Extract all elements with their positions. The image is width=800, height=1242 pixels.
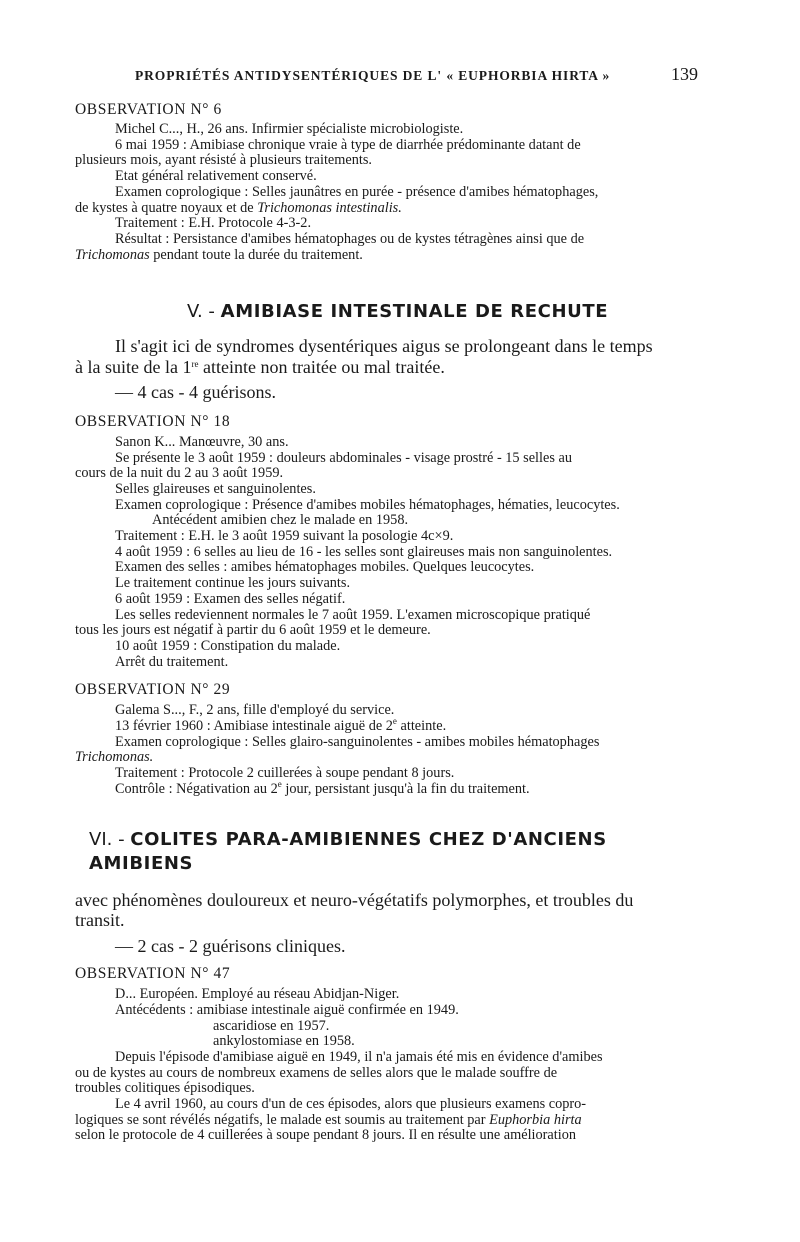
section-number: VI. -	[89, 828, 125, 850]
text-line	[75, 248, 700, 264]
observation-6	[75, 100, 700, 263]
text-line	[75, 201, 700, 217]
text-line: Traitement : E.H. le 3 août 1959 suivant la posologie 4c×9.	[115, 528, 454, 545]
section-title	[75, 828, 700, 876]
text-line: Examen coprologique : Présence d'amibes mobiles hématophages, hématies, leucocytes.	[115, 496, 620, 513]
section-6	[75, 828, 700, 957]
text-line: ascaridiose en 1957.	[213, 1017, 330, 1034]
text-line: ankylostomiase en 1958.	[213, 1033, 355, 1050]
text-line: Le 4 avril 1960, au cours d'un de ces épisodes, alors que plusieurs examens copro-	[115, 1096, 587, 1113]
text-line: 10 août 1959 : Constipation du malade.	[115, 637, 341, 654]
text-line: ou de kystes au cours de nombreux examens de selles alors que le malade souffre de	[75, 1064, 558, 1081]
text-line	[75, 716, 700, 735]
section-title	[75, 300, 700, 324]
text-line: plusieurs mois, ayant résisté à plusieurs traitements.	[75, 152, 372, 169]
section-name: AMIBIASE INTESTINALE DE RECHUTE	[220, 301, 609, 323]
running-header	[75, 62, 700, 96]
running-title: PROPRIÉTÉS ANTIDYSENTÉRIQUES DE L' « EUPHORBIA HIRTA »	[135, 68, 611, 83]
observation-heading: OBSERVATION N° 6	[75, 101, 222, 118]
italic-term: Trichomonas	[75, 246, 150, 263]
observation-18	[75, 412, 700, 671]
text-line: Sanon K... Manœuvre, 30 ans.	[115, 433, 289, 450]
text-line: Examen coprologique : Selles glairo-sanguinolentes - amibes mobiles hématophages	[115, 733, 600, 750]
text-line: Antécédents : amibiase intestinale aiguë confirmée en 1949.	[115, 1001, 459, 1018]
superscript: e	[277, 778, 282, 789]
text-span: 13 février 1960 : Amibiase intestinale aiguë de 2	[115, 718, 393, 735]
text-line: troubles colitiques épisodiques.	[75, 1080, 255, 1097]
text-line: Le traitement continue les jours suivants.	[115, 575, 351, 592]
text-line: D... Européen. Employé au réseau Abidjan-Niger.	[115, 986, 400, 1003]
text-line: Depuis l'épisode d'amibiase aiguë en 1949, il n'a jamais été mis en évidence d'amibes	[115, 1048, 603, 1065]
text-line: Galema S..., F., 2 ans, fille d'employé du service.	[115, 702, 395, 719]
text-line: tous les jours est négatif à partir du 6 août 1959 et le demeure.	[75, 622, 431, 639]
observation-29	[75, 680, 700, 797]
text-line: 6 août 1959 : Examen des selles négatif.	[115, 590, 346, 607]
text-line: 6 mai 1959 : Amibiase chronique vraie à type de diarrhée prédominante datant de	[115, 136, 581, 153]
text-line: 4 août 1959 : 6 selles au lieu de 16 - les selles sont glaireuses mais non sanguinolentes.	[115, 543, 613, 560]
case-summary: — 4 cas - 4 guérisons.	[115, 382, 276, 403]
text-span: à la suite de la 1	[75, 356, 192, 377]
text-span: de kystes à quatre noyaux et de	[75, 199, 258, 216]
text-line: Antécédent amibien chez le malade en 1958.	[152, 512, 409, 529]
text-line	[75, 1113, 700, 1129]
page-number: 139	[671, 64, 698, 84]
italic-term: Trichomonas.	[75, 749, 154, 766]
text-line: Etat général relativement conservé.	[115, 168, 317, 185]
intro-line: transit.	[75, 910, 125, 931]
text-line: Examen coprologique : Selles jaunâtres en purée - présence d'amibes hématophages,	[115, 183, 599, 200]
superscript: e	[392, 716, 397, 727]
italic-term: Euphorbia hirta	[489, 1111, 582, 1128]
text-line: cours de la nuit du 2 au 3 août 1959.	[75, 465, 284, 482]
text-line: Résultat : Persistance d'amibes hématophages ou de kystes tétragènes ainsi que de	[115, 230, 585, 247]
text-line: Arrêt du traitement.	[115, 653, 229, 670]
text-span: jour, persistant jusqu'à la fin du traitement.	[281, 780, 530, 797]
text-span: atteinte.	[396, 718, 447, 735]
text-line	[75, 750, 700, 766]
text-line	[75, 778, 700, 798]
text-line: Traitement : E.H. Protocole 4-3-2.	[115, 215, 312, 232]
case-summary: — 2 cas - 2 guérisons cliniques.	[115, 935, 346, 956]
italic-term: Trichomonas intestinalis.	[257, 199, 402, 216]
observation-heading: OBSERVATION N° 47	[75, 965, 231, 983]
text-span: atteinte non traitée ou mal traitée.	[198, 356, 445, 377]
text-line: Examen des selles : amibes hématophages mobiles. Quelques leucocytes.	[115, 559, 535, 576]
intro-line	[75, 357, 700, 378]
text-line: Se présente le 3 août 1959 : douleurs abdominales - visage prostré - 15 selles au	[115, 449, 572, 466]
text-line: selon le protocole de 4 cuillerées à soupe pendant 8 jours. Il en résulte une amélioration	[75, 1127, 577, 1144]
text-span: logiques se sont révélés négatifs, le malade est soumis au traitement par	[75, 1111, 490, 1128]
intro-line: Il s'agit ici de syndromes dysentériques aigus se prolongeant dans le temps	[115, 336, 653, 357]
observation-47	[75, 964, 700, 1144]
text-line: Selles glaireuses et sanguinolentes.	[115, 480, 316, 497]
text-line: Michel C..., H., 26 ans. Infirmier spécialiste microbiologiste.	[115, 121, 464, 137]
section-5	[75, 300, 700, 403]
text-line: Les selles redeviennent normales le 7 août 1959. L'examen microscopique pratiqué	[115, 606, 591, 623]
intro-line: avec phénomènes douloureux et neuro-végétatifs polymorphes, et troubles du	[75, 889, 634, 910]
observation-heading: OBSERVATION N° 29	[75, 681, 231, 699]
document-page	[75, 62, 700, 1144]
text-span: pendant toute la durée du traitement.	[149, 246, 363, 263]
observation-heading: OBSERVATION N° 18	[75, 412, 231, 430]
section-name: COLITES PARA-AMIBIENNES CHEZ D'ANCIENS AMIBIENS	[89, 828, 607, 874]
text-line: Traitement : Protocole 2 cuillerées à soupe pendant 8 jours.	[115, 765, 455, 782]
superscript: re	[191, 358, 199, 369]
section-number: V. -	[187, 301, 215, 323]
text-span: Contrôle : Négativation au 2	[115, 780, 278, 797]
